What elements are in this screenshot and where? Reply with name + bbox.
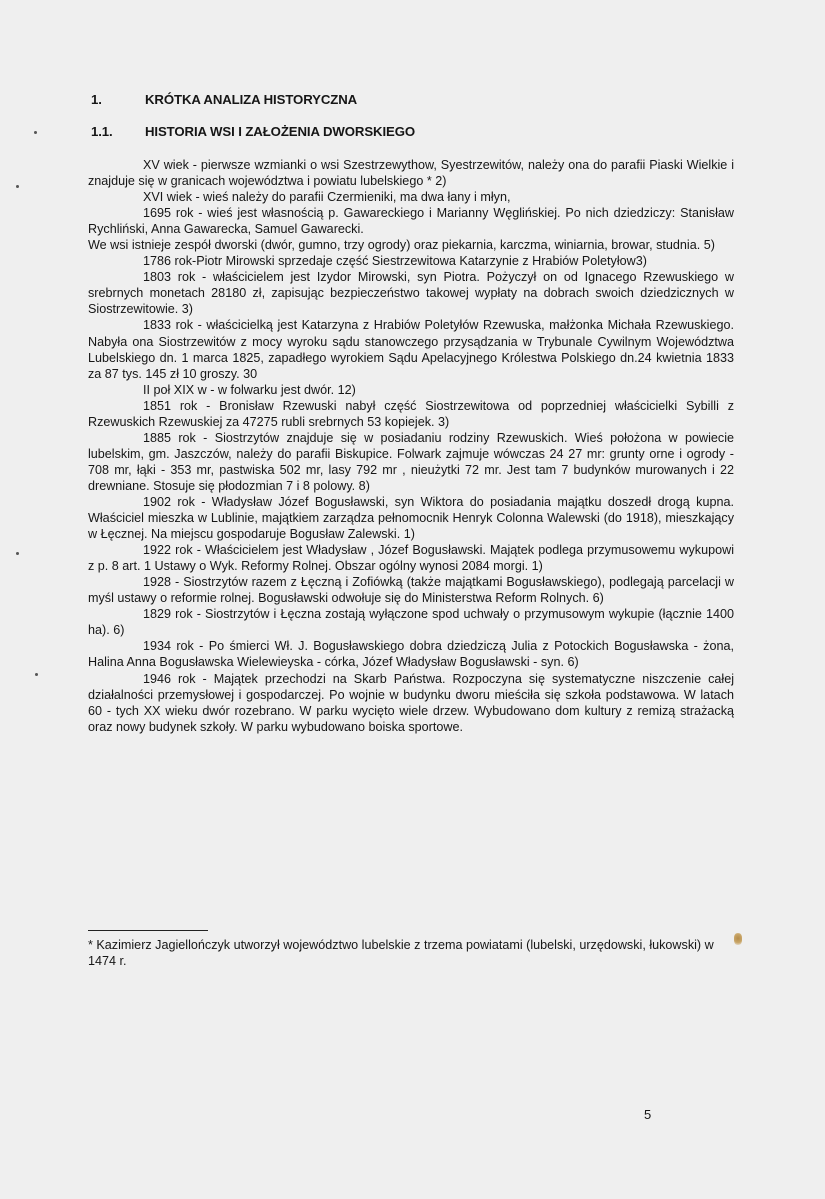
paragraph: 1803 rok - właścicielem jest Izydor Mirowski, syn Piotra. Pożyczył on od Ignacego Rzewuskiego w srebrnych monetach 28180 zł, zapisując bezpieczeństwo takowej wypłaty na dobrach swoich dziedzicznych w Siostrzewitowie. 3) <box>88 270 734 317</box>
paragraph: We wsi istnieje zespół dworski (dwór, gumno, trzy ogrody) oraz piekarnia, karczma, winiarnia, browar, studnia. 5) <box>88 238 715 253</box>
paragraph: 1946 rok - Majątek przechodzi na Skarb Państwa. Rozpoczyna się systematyczne niszczenie całej działalności przemysłowej i gospodarczej. Po wojnie w budynku dworu mieściła się szkoła podstawowa. W latach 60 - tych XX wieku dwór rozebrano. W parku wycięto wiele drzew. Wybudowano dom kultury z remizą strażacką oraz nowy budynek szkoły. W parku wybudowano boiska sportowe. <box>88 671 734 734</box>
paragraph: 1922 rok - Właścicielem jest Władysław , Józef Bogusławski. Majątek podlega przymusowemu wykupowi z p. 8 art. 1 Ustawy o Wyk. Reformy Rolnej. Obszar ogólny wynosi 2084 morgi. 1) <box>88 543 734 574</box>
paragraph: XV wiek - pierwsze wzmianki o wsi Szestrzewythow, Syestrzewitów, należy ona do parafii Piaski Wielkie i znajduje się w granicach województwa i powiatu lubelskiego * 2) <box>88 158 734 189</box>
scan-speck <box>16 185 19 188</box>
paragraph: 1695 rok - wieś jest własnością p. Gawareckiego i Marianny Węglińskiej. Po nich dziedziczy: Stanisław Rychliński, Anna Gawarecka, Samuel Gawarecki. <box>88 206 734 237</box>
section-heading-1-1 <box>91 124 415 139</box>
page-number: 5 <box>644 1107 652 1122</box>
paragraph: II poł XIX w - w folwarku jest dwór. 12) <box>143 382 356 397</box>
paragraph: 1829 rok - Siostrzytów i Łęczna zostają wyłączone spod uchwały o przymusowym wykupie (łącznie 1400 ha). 6) <box>88 607 734 638</box>
footnote-divider <box>88 930 208 931</box>
section-title: KRÓTKA ANALIZA HISTORYCZNA <box>145 92 358 107</box>
body-text <box>88 157 734 735</box>
paragraph: 1786 rok-Piotr Mirowski sprzedaje część Siestrzewitowa Katarzynie z Hrabiów Poletyłow3) <box>143 254 647 269</box>
subsection-number: 1.1. <box>91 124 113 139</box>
section-heading-1 <box>91 92 357 107</box>
paragraph: 1934 rok - Po śmierci Wł. J. Bogusławskiego dobra dziedziczą Julia z Potockich Bogusławska - żona, Halina Anna Bogusławska Wielewieyska - córka, Józef Władysław Bogusławski - syn. 6) <box>88 639 734 670</box>
paragraph: XVI wiek - wieś należy do parafii Czermieniki, ma dwa łany i młyn, <box>143 190 511 205</box>
subsection-title: HISTORIA WSI I ZAŁOŻENIA DWORSKIEGO <box>145 124 416 139</box>
scan-speck <box>16 552 19 555</box>
paragraph: 1833 rok - właścicielką jest Katarzyna z Hrabiów Poletyłów Rzewuska, małżonka Michała Rzewuskiego. Nabyła ona Siostrzewitów z mocy wyroku sądu stanowczego przysądzania w Trybunale Cywilnym Województwa Lubelskiego dn. 1 marca 1825, zapadłego wyrokiem Sądu Apelacyjnego Królestwa Polskiego dn.24 kwietnia 1833 za 87 tys. 145 zł 10 groszy. 30 <box>88 318 734 381</box>
paragraph: 1851 rok - Bronisław Rzewuski nabył część Siostrzewitowa od poprzedniej właścicielki Sybilli z Rzewuskich Rzewuskiej za 47275 rubli srebrnych 53 kopiejek. 3) <box>88 398 734 429</box>
section-number: 1. <box>91 92 102 107</box>
scan-speck <box>34 131 37 134</box>
paper-stain <box>734 933 742 945</box>
scan-speck <box>35 673 38 676</box>
paragraph: 1928 - Siostrzytów razem z Łęczną i Zofiówką (także majątkami Bogusławskiego), podlegają parcelacji w myśl ustawy o reformie rolnej. Bogusławski odwołuje się do Ministerstwa Reform Rolnych. 6) <box>88 575 734 606</box>
paragraph: 1885 rok - Siostrzytów znajduje się w posiadaniu rodziny Rzewuskich. Wieś położona w powiecie lubelskim, gm. Jaszczów, należy do parafii Biskupice. Folwark zajmuje wówczas 24 27 mr: grunty orne i ogrody - 708 mr, łąki - 353 mr, pastwiska 502 mr, lasy 792 mr , nieużytki 72 mr. Jest tam 7 budynków murowanych i 22 drewniane. Stosuje się płodozmian 7 i 8 polowy. 8) <box>88 430 734 493</box>
footnote: * Kazimierz Jagiellończyk utworzył województwo lubelskie z trzema powiatami (lubelski, urzędowski, łukowski) w 1474 r. <box>88 938 714 968</box>
paragraph: 1902 rok - Władysław Józef Bogusławski, syn Wiktora do posiadania majątku doszedł drogą kupna. Właściciel mieszka w Lublinie, majątkiem zarządza pełnomocnik Henryk Colonna Walewski (do 1918), mieszkający w Łęcznej. Na miejscu gospodaruje Bogusław Zalewski. 1) <box>88 494 734 542</box>
